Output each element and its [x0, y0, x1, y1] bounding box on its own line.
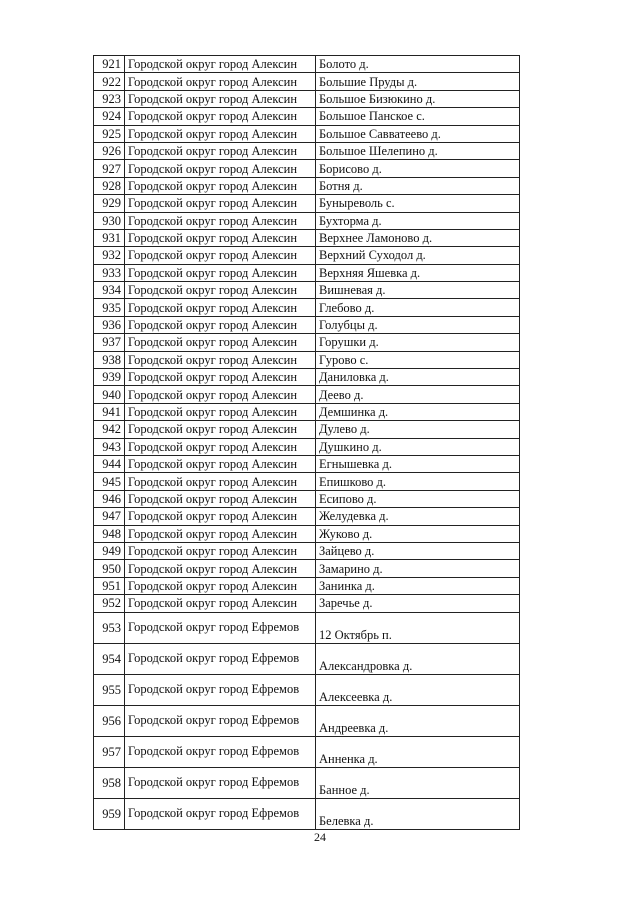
settlement-cell: Белевка д. — [316, 798, 520, 829]
table-row — [94, 577, 520, 594]
settlement-cell: Банное д. — [316, 767, 520, 798]
municipality-cell: Городской округ город Алексин — [125, 577, 316, 594]
settlement-cell: Алексеевка д. — [316, 674, 520, 705]
municipality-cell: Городской округ город Алексин — [125, 369, 316, 386]
row-number-cell: 932 — [94, 247, 125, 264]
municipality-cell: Городской округ город Алексин — [125, 542, 316, 559]
municipality-cell: Городской округ город Алексин — [125, 282, 316, 299]
settlement-cell: Ботня д. — [316, 177, 520, 194]
table-row — [94, 612, 520, 643]
table-row — [94, 525, 520, 542]
row-number-cell: 921 — [94, 56, 125, 73]
table-row — [94, 595, 520, 612]
municipality-cell: Городской округ город Алексин — [125, 316, 316, 333]
row-number-cell: 940 — [94, 386, 125, 403]
municipality-cell: Городской округ город Алексин — [125, 264, 316, 281]
municipality-cell: Городской округ город Алексин — [125, 525, 316, 542]
settlement-cell: Дулево д. — [316, 421, 520, 438]
municipality-cell: Городской округ город Алексин — [125, 595, 316, 612]
table-row — [94, 299, 520, 316]
table-row — [94, 247, 520, 264]
row-number-cell: 939 — [94, 369, 125, 386]
row-number-cell: 924 — [94, 108, 125, 125]
table-row — [94, 403, 520, 420]
settlement-cell: Епишково д. — [316, 473, 520, 490]
table-row — [94, 229, 520, 246]
table-row — [94, 334, 520, 351]
settlement-cell: Большое Шелепино д. — [316, 142, 520, 159]
row-number-cell: 936 — [94, 316, 125, 333]
table-row — [94, 438, 520, 455]
municipality-cell: Городской округ город Алексин — [125, 90, 316, 107]
municipality-cell: Городской округ город Алексин — [125, 299, 316, 316]
row-number-cell: 942 — [94, 421, 125, 438]
row-number-cell: 955 — [94, 674, 125, 705]
municipality-cell: Городской округ город Алексин — [125, 247, 316, 264]
table-row — [94, 264, 520, 281]
settlement-cell: Горушки д. — [316, 334, 520, 351]
row-number-cell: 953 — [94, 612, 125, 643]
municipality-cell: Городской округ город Алексин — [125, 142, 316, 159]
municipality-cell: Городской округ город Ефремов — [125, 736, 316, 767]
row-number-cell: 922 — [94, 73, 125, 90]
table-row — [94, 421, 520, 438]
municipality-cell: Городской округ город Алексин — [125, 421, 316, 438]
settlement-cell: Глебово д. — [316, 299, 520, 316]
table-row — [94, 473, 520, 490]
table-row — [94, 674, 520, 705]
settlement-cell: Верхняя Яшевка д. — [316, 264, 520, 281]
settlement-cell: Замарино д. — [316, 560, 520, 577]
settlements-table-body — [94, 56, 520, 830]
row-number-cell: 951 — [94, 577, 125, 594]
row-number-cell: 927 — [94, 160, 125, 177]
row-number-cell: 952 — [94, 595, 125, 612]
table-row — [94, 73, 520, 90]
municipality-cell: Городской округ город Алексин — [125, 508, 316, 525]
table-row — [94, 508, 520, 525]
row-number-cell: 950 — [94, 560, 125, 577]
row-number-cell: 946 — [94, 490, 125, 507]
table-row — [94, 160, 520, 177]
row-number-cell: 926 — [94, 142, 125, 159]
settlement-cell: Желудевка д. — [316, 508, 520, 525]
settlement-cell: Андреевка д. — [316, 705, 520, 736]
row-number-cell: 934 — [94, 282, 125, 299]
municipality-cell: Городской округ город Алексин — [125, 490, 316, 507]
settlement-cell: Анненка д. — [316, 736, 520, 767]
settlement-cell: Буныреволь с. — [316, 195, 520, 212]
settlement-cell: Егнышевка д. — [316, 455, 520, 472]
settlement-cell: Жуково д. — [316, 525, 520, 542]
table-row — [94, 490, 520, 507]
table-row — [94, 282, 520, 299]
municipality-cell: Городской округ город Алексин — [125, 212, 316, 229]
row-number-cell: 930 — [94, 212, 125, 229]
municipality-cell: Городской округ город Алексин — [125, 73, 316, 90]
row-number-cell: 935 — [94, 299, 125, 316]
table-row — [94, 369, 520, 386]
table-row — [94, 798, 520, 829]
municipality-cell: Городской округ город Алексин — [125, 386, 316, 403]
municipality-cell: Городской округ город Алексин — [125, 177, 316, 194]
municipality-cell: Городской округ город Ефремов — [125, 674, 316, 705]
row-number-cell: 948 — [94, 525, 125, 542]
municipality-cell: Городской округ город Ефремов — [125, 767, 316, 798]
municipality-cell: Городской округ город Алексин — [125, 125, 316, 142]
table-row — [94, 142, 520, 159]
municipality-cell: Городской округ город Ефремов — [125, 643, 316, 674]
row-number-cell: 947 — [94, 508, 125, 525]
municipality-cell: Городской округ город Алексин — [125, 160, 316, 177]
settlement-cell: Бухторма д. — [316, 212, 520, 229]
table-row — [94, 386, 520, 403]
municipality-cell: Городской округ город Ефремов — [125, 612, 316, 643]
municipality-cell: Городской округ город Алексин — [125, 229, 316, 246]
table-row — [94, 767, 520, 798]
row-number-cell: 923 — [94, 90, 125, 107]
row-number-cell: 933 — [94, 264, 125, 281]
municipality-cell: Городской округ город Ефремов — [125, 705, 316, 736]
table-row — [94, 560, 520, 577]
municipality-cell: Городской округ город Алексин — [125, 351, 316, 368]
row-number-cell: 957 — [94, 736, 125, 767]
settlement-cell: Верхний Суходол д. — [316, 247, 520, 264]
table-row — [94, 455, 520, 472]
settlement-cell: Верхнее Ламоново д. — [316, 229, 520, 246]
settlement-cell: Есипово д. — [316, 490, 520, 507]
settlement-cell: Болото д. — [316, 56, 520, 73]
table-row — [94, 195, 520, 212]
row-number-cell: 931 — [94, 229, 125, 246]
municipality-cell: Городской округ город Алексин — [125, 455, 316, 472]
municipality-cell: Городской округ город Алексин — [125, 334, 316, 351]
settlement-cell: Александровка д. — [316, 643, 520, 674]
row-number-cell: 937 — [94, 334, 125, 351]
settlement-cell: Большое Савватеево д. — [316, 125, 520, 142]
table-row — [94, 125, 520, 142]
settlement-cell: Зайцево д. — [316, 542, 520, 559]
municipality-cell: Городской округ город Алексин — [125, 195, 316, 212]
municipality-cell: Городской округ город Алексин — [125, 108, 316, 125]
table-row — [94, 56, 520, 73]
table-row — [94, 643, 520, 674]
settlement-cell: Большое Панское с. — [316, 108, 520, 125]
municipality-cell: Городской округ город Алексин — [125, 473, 316, 490]
settlement-cell: Деево д. — [316, 386, 520, 403]
row-number-cell: 943 — [94, 438, 125, 455]
row-number-cell: 956 — [94, 705, 125, 736]
settlement-cell: Вишневая д. — [316, 282, 520, 299]
table-row — [94, 90, 520, 107]
row-number-cell: 941 — [94, 403, 125, 420]
settlement-cell: Заречье д. — [316, 595, 520, 612]
table-row — [94, 351, 520, 368]
table-row — [94, 736, 520, 767]
settlement-cell: 12 Октябрь п. — [316, 612, 520, 643]
municipality-cell: Городской округ город Алексин — [125, 560, 316, 577]
row-number-cell: 929 — [94, 195, 125, 212]
row-number-cell: 958 — [94, 767, 125, 798]
settlement-cell: Демшинка д. — [316, 403, 520, 420]
table-row — [94, 705, 520, 736]
table-row — [94, 316, 520, 333]
municipality-cell: Городской округ город Ефремов — [125, 798, 316, 829]
settlement-cell: Большие Пруды д. — [316, 73, 520, 90]
table-row — [94, 108, 520, 125]
table-row — [94, 177, 520, 194]
row-number-cell: 959 — [94, 798, 125, 829]
settlement-cell: Голубцы д. — [316, 316, 520, 333]
row-number-cell: 954 — [94, 643, 125, 674]
settlement-cell: Гурово с. — [316, 351, 520, 368]
settlements-table — [93, 55, 520, 830]
settlement-cell: Борисово д. — [316, 160, 520, 177]
row-number-cell: 949 — [94, 542, 125, 559]
settlement-cell: Занинка д. — [316, 577, 520, 594]
settlement-cell: Большое Бизюкино д. — [316, 90, 520, 107]
row-number-cell: 925 — [94, 125, 125, 142]
municipality-cell: Городской округ город Алексин — [125, 56, 316, 73]
row-number-cell: 938 — [94, 351, 125, 368]
page-number: 24 — [314, 830, 326, 844]
settlement-cell: Душкино д. — [316, 438, 520, 455]
table-row — [94, 212, 520, 229]
municipality-cell: Городской округ город Алексин — [125, 438, 316, 455]
table-row — [94, 542, 520, 559]
settlement-cell: Даниловка д. — [316, 369, 520, 386]
row-number-cell: 945 — [94, 473, 125, 490]
row-number-cell: 928 — [94, 177, 125, 194]
municipality-cell: Городской округ город Алексин — [125, 403, 316, 420]
row-number-cell: 944 — [94, 455, 125, 472]
